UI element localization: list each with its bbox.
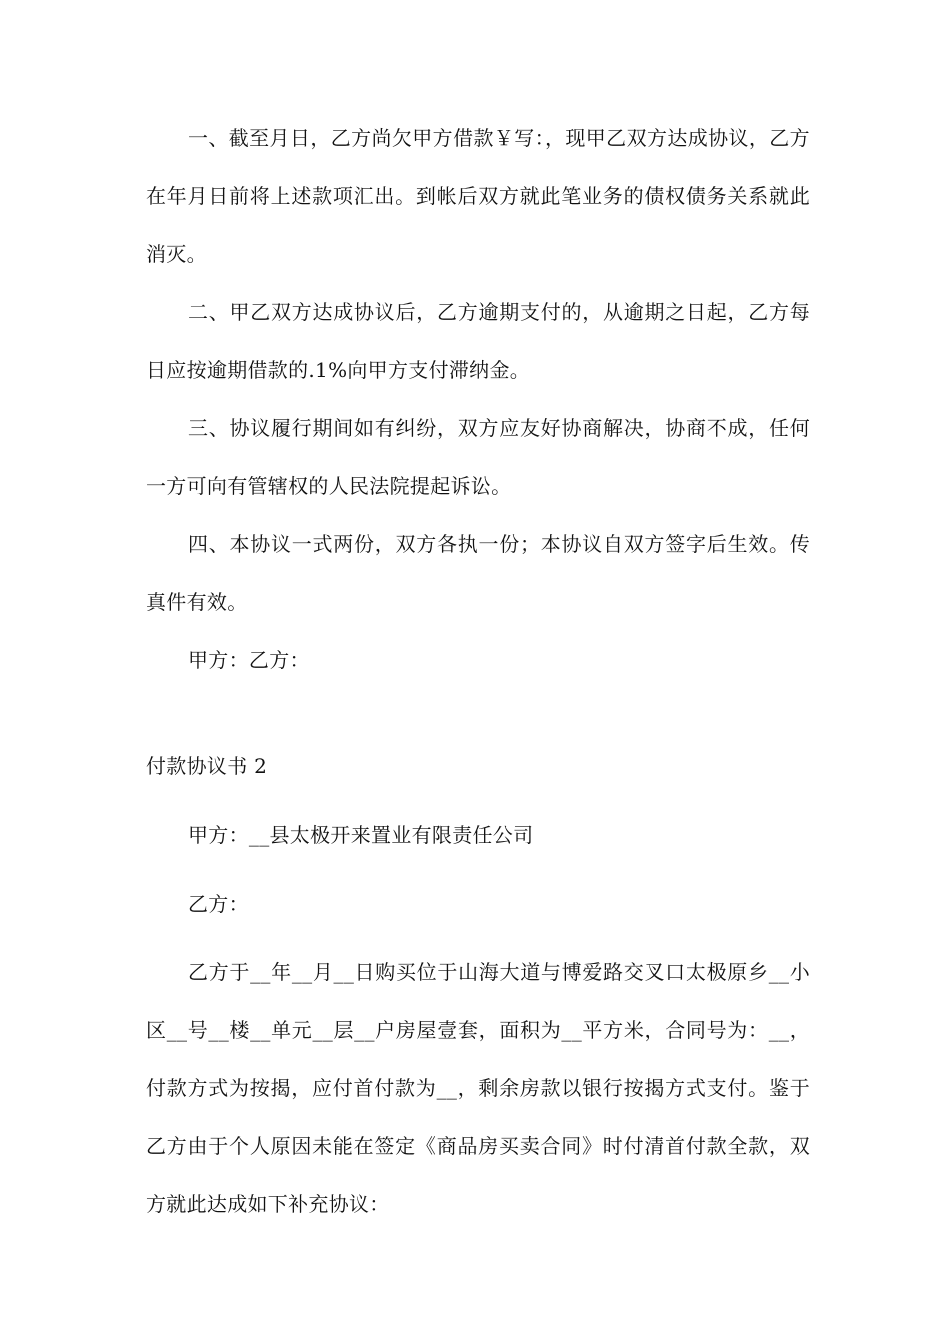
clause-2-paragraph: 二、甲乙双方达成协议后，乙方逾期支付的，从逾期之日起，乙方每日应按逾期借款的.1%向甲方支付滞纳金。 <box>146 300 810 382</box>
signature-line: 甲方：乙方： <box>188 648 310 672</box>
clause-3-paragraph: 三、协议履行期间如有纠纷，双方应友好协商解决，协商不成，任何一方可向有管辖权的人民法院提起诉讼。 <box>146 416 810 498</box>
clause-4-paragraph: 四、本协议一式两份，双方各执一份；本协议自双方签字后生效。传真件有效。 <box>146 532 810 614</box>
party-a-paragraph: 甲方：__县太极开来置业有限责任公司 <box>188 823 534 847</box>
purchase-paragraph: 乙方于__年__月__日购买位于山海大道与博爱路交叉口太极原乡__小区__号__楼__单元__层__户房屋壹套，面积为__平方米，合同号为：__，付款方式为按揭，应付首付款为__，剩余房款以银行按揭方式支付。鉴于乙方由于个人原因未能在签定《商品房买卖合同》时付清首付款全款，双方就此达成如下补充协议： <box>146 960 810 1216</box>
clause-1-paragraph: 一、截至月日，乙方尚欠甲方借款￥写：，现甲乙双方达成协议，乙方在年月日前将上述款项汇出。到帐后双方就此笔业务的债权债务关系就此消灭。 <box>146 126 810 266</box>
party-b-paragraph: 乙方： <box>188 892 249 916</box>
section-title: 付款协议书 2 <box>146 754 268 778</box>
